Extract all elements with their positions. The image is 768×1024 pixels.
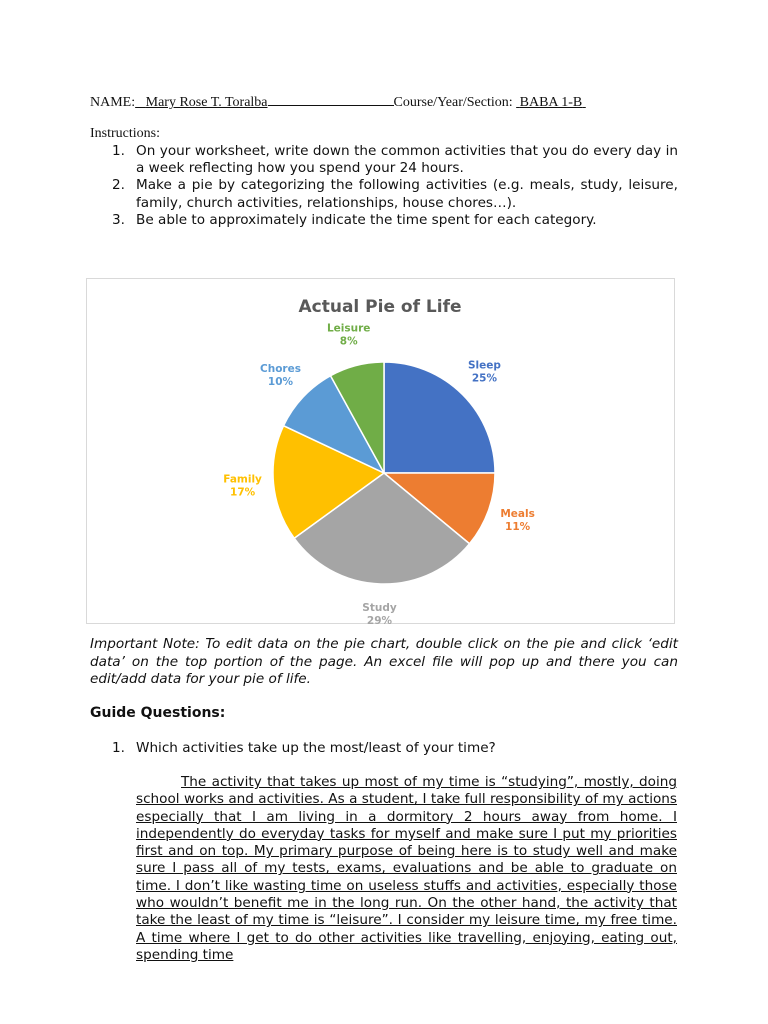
name-course-line	[90, 92, 586, 111]
data-label-leisure: Leisure 8%	[326, 322, 371, 348]
instruction-item: 2. Make a pie by categorizing the following activities (e.g. meals, study, leisure, family, church activities, relationships, house chores…).	[112, 177, 678, 211]
question-text: Which activities take up the most/least of your time?	[136, 740, 496, 756]
instruction-item: 1. On your worksheet, write down the common activities that you do every day in a week reflecting how you spend your 24 hours.	[112, 143, 678, 177]
instructions-heading: Instructions:	[90, 126, 160, 141]
data-label-meals: Meals 11%	[500, 508, 535, 534]
data-label-family: Family 17%	[223, 473, 262, 499]
name-label: NAME:	[90, 95, 136, 110]
question-1	[90, 740, 678, 756]
course-value: BABA 1-B	[519, 95, 583, 110]
answer-1: The activity that takes up most of my time is “studying”, mostly, doing school works and activities. As a student, I take full responsibility of my actions especially that I am living in a dormitory 2 hours away from home. I independently do everyday tasks for myself and make sure I put my priorities first and on top. My primary purpose of being here is to study well and make sure I pass all of my tests, exams, evaluations and be able to graduate on time. I don’t like wasting time on useless stuffs and activities, especially those who wouldn’t benefit me in the long run. On the other hand, the activity that take the least of my time is “leisure”. I consider my leisure time, my free time. A time where I get to do other activities like travelling, enjoying, eating out, spending time	[136, 774, 677, 963]
pie-chart[interactable]	[86, 278, 675, 627]
instructions-list	[90, 143, 678, 229]
data-label-chores: Chores 10%	[260, 362, 301, 388]
name-value: Mary Rose T. Toralba	[145, 95, 268, 110]
question-number: 1.	[112, 740, 125, 756]
chart-title: Actual Pie of Life	[298, 297, 462, 317]
course-label: Course/Year/Section:	[393, 95, 513, 110]
important-note: Important Note: To edit data on the pie chart, double click on the pie and click ‘edit data’ on the top portion of the page. An excel file will pop up and there you can edit/add data for your pie of life.	[90, 636, 678, 687]
data-label-study: Study 29%	[362, 601, 397, 627]
data-label-sleep: Sleep 25%	[467, 359, 501, 385]
name-blank-line	[268, 92, 394, 106]
instruction-item: 3. Be able to approximately indicate the time spent for each category.	[112, 211, 597, 228]
guide-questions-heading: Guide Questions:	[90, 705, 226, 721]
